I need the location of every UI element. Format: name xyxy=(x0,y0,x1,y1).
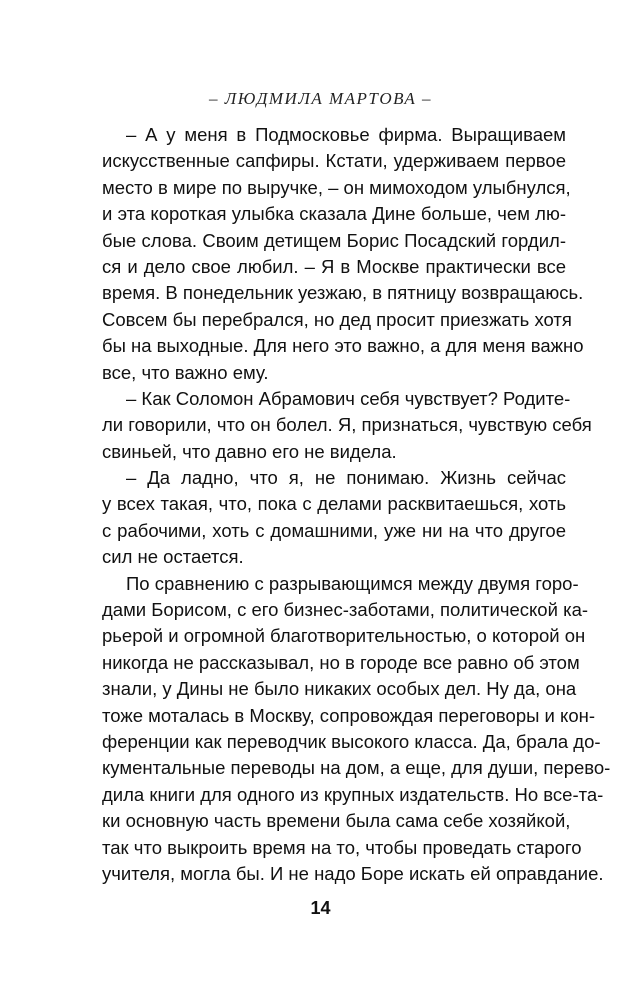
text-line: ся и дело свое любил. – Я в Москве практически все xyxy=(102,255,566,277)
text-line: с рабочими, хоть с домашними, уже ни на что другое xyxy=(102,519,566,541)
running-head: – ЛЮДМИЛА МАРТОВА – xyxy=(208,89,433,108)
text-line: кументальные переводы на дом, а еще, для души, перево- xyxy=(102,757,611,779)
text-line: бые слова. Своим детищем Борис Посадский гордил- xyxy=(102,229,566,251)
text-line: ки основную часть времени была сама себе хозяйкой, xyxy=(102,810,571,832)
text-line: дами Борисом, с его бизнес-заботами, политической ка- xyxy=(102,599,589,621)
text-line: никогда не рассказывал, но в городе все равно об этом xyxy=(102,651,580,673)
text-line: По сравнению с разрывающимся между двумя горо- xyxy=(126,572,579,594)
text-line: – Да ладно, что я, не понимаю. Жизнь сейчас xyxy=(126,467,566,489)
text-line: дила книги для одного из крупных издательств. Но все-та- xyxy=(102,783,604,805)
text-line: ли говорили, что он болел. Я, признаться, чувствую себя xyxy=(102,414,592,436)
text-line: время. В понедельник уезжаю, в пятницу возвращаюсь. xyxy=(102,282,584,304)
text-line: так что выкроить время на то, чтобы проведать старого xyxy=(102,836,582,858)
text-line: учителя, могла бы. И не надо Боре искать ей оправдание. xyxy=(102,862,604,884)
text-line: тоже моталась в Москву, сопровождая переговоры и кон- xyxy=(102,704,595,726)
text-line: бы на выходные. Для него это важно, а для меня важно xyxy=(102,335,584,357)
body-text xyxy=(102,122,611,887)
text-line: знали, у Дины не было никаких особых дел. Ну да, она xyxy=(102,678,577,700)
page-number: 14 xyxy=(310,898,331,918)
text-line: у всех такая, что, пока с делами расквитаешься, хоть xyxy=(102,493,566,515)
text-line: – А у меня в Подмосковье фирма. Выращиваем xyxy=(126,124,566,145)
text-line: Совсем бы перебрался, но дед просит приезжать хотя xyxy=(102,308,572,330)
text-line: ференции как переводчик высокого класса. Да, брала до- xyxy=(102,730,601,752)
text-line: и эта короткая улыбка сказала Дине больше, чем лю- xyxy=(102,203,566,225)
text-line: искусственные сапфиры. Кстати, удерживаем первое xyxy=(102,150,566,172)
text-line: все, что важно ему. xyxy=(102,361,269,383)
text-line: сил не остается. xyxy=(102,546,244,568)
text-line: – Как Соломон Абрамович себя чувствует? Родите- xyxy=(126,387,571,409)
text-line: свиньей, что давно его не видела. xyxy=(102,440,397,462)
text-line: место в мире по выручке, – он мимоходом улыбнулся, xyxy=(102,176,571,198)
text-line: рьерой и огромной благотворительностью, о которой он xyxy=(102,625,586,647)
